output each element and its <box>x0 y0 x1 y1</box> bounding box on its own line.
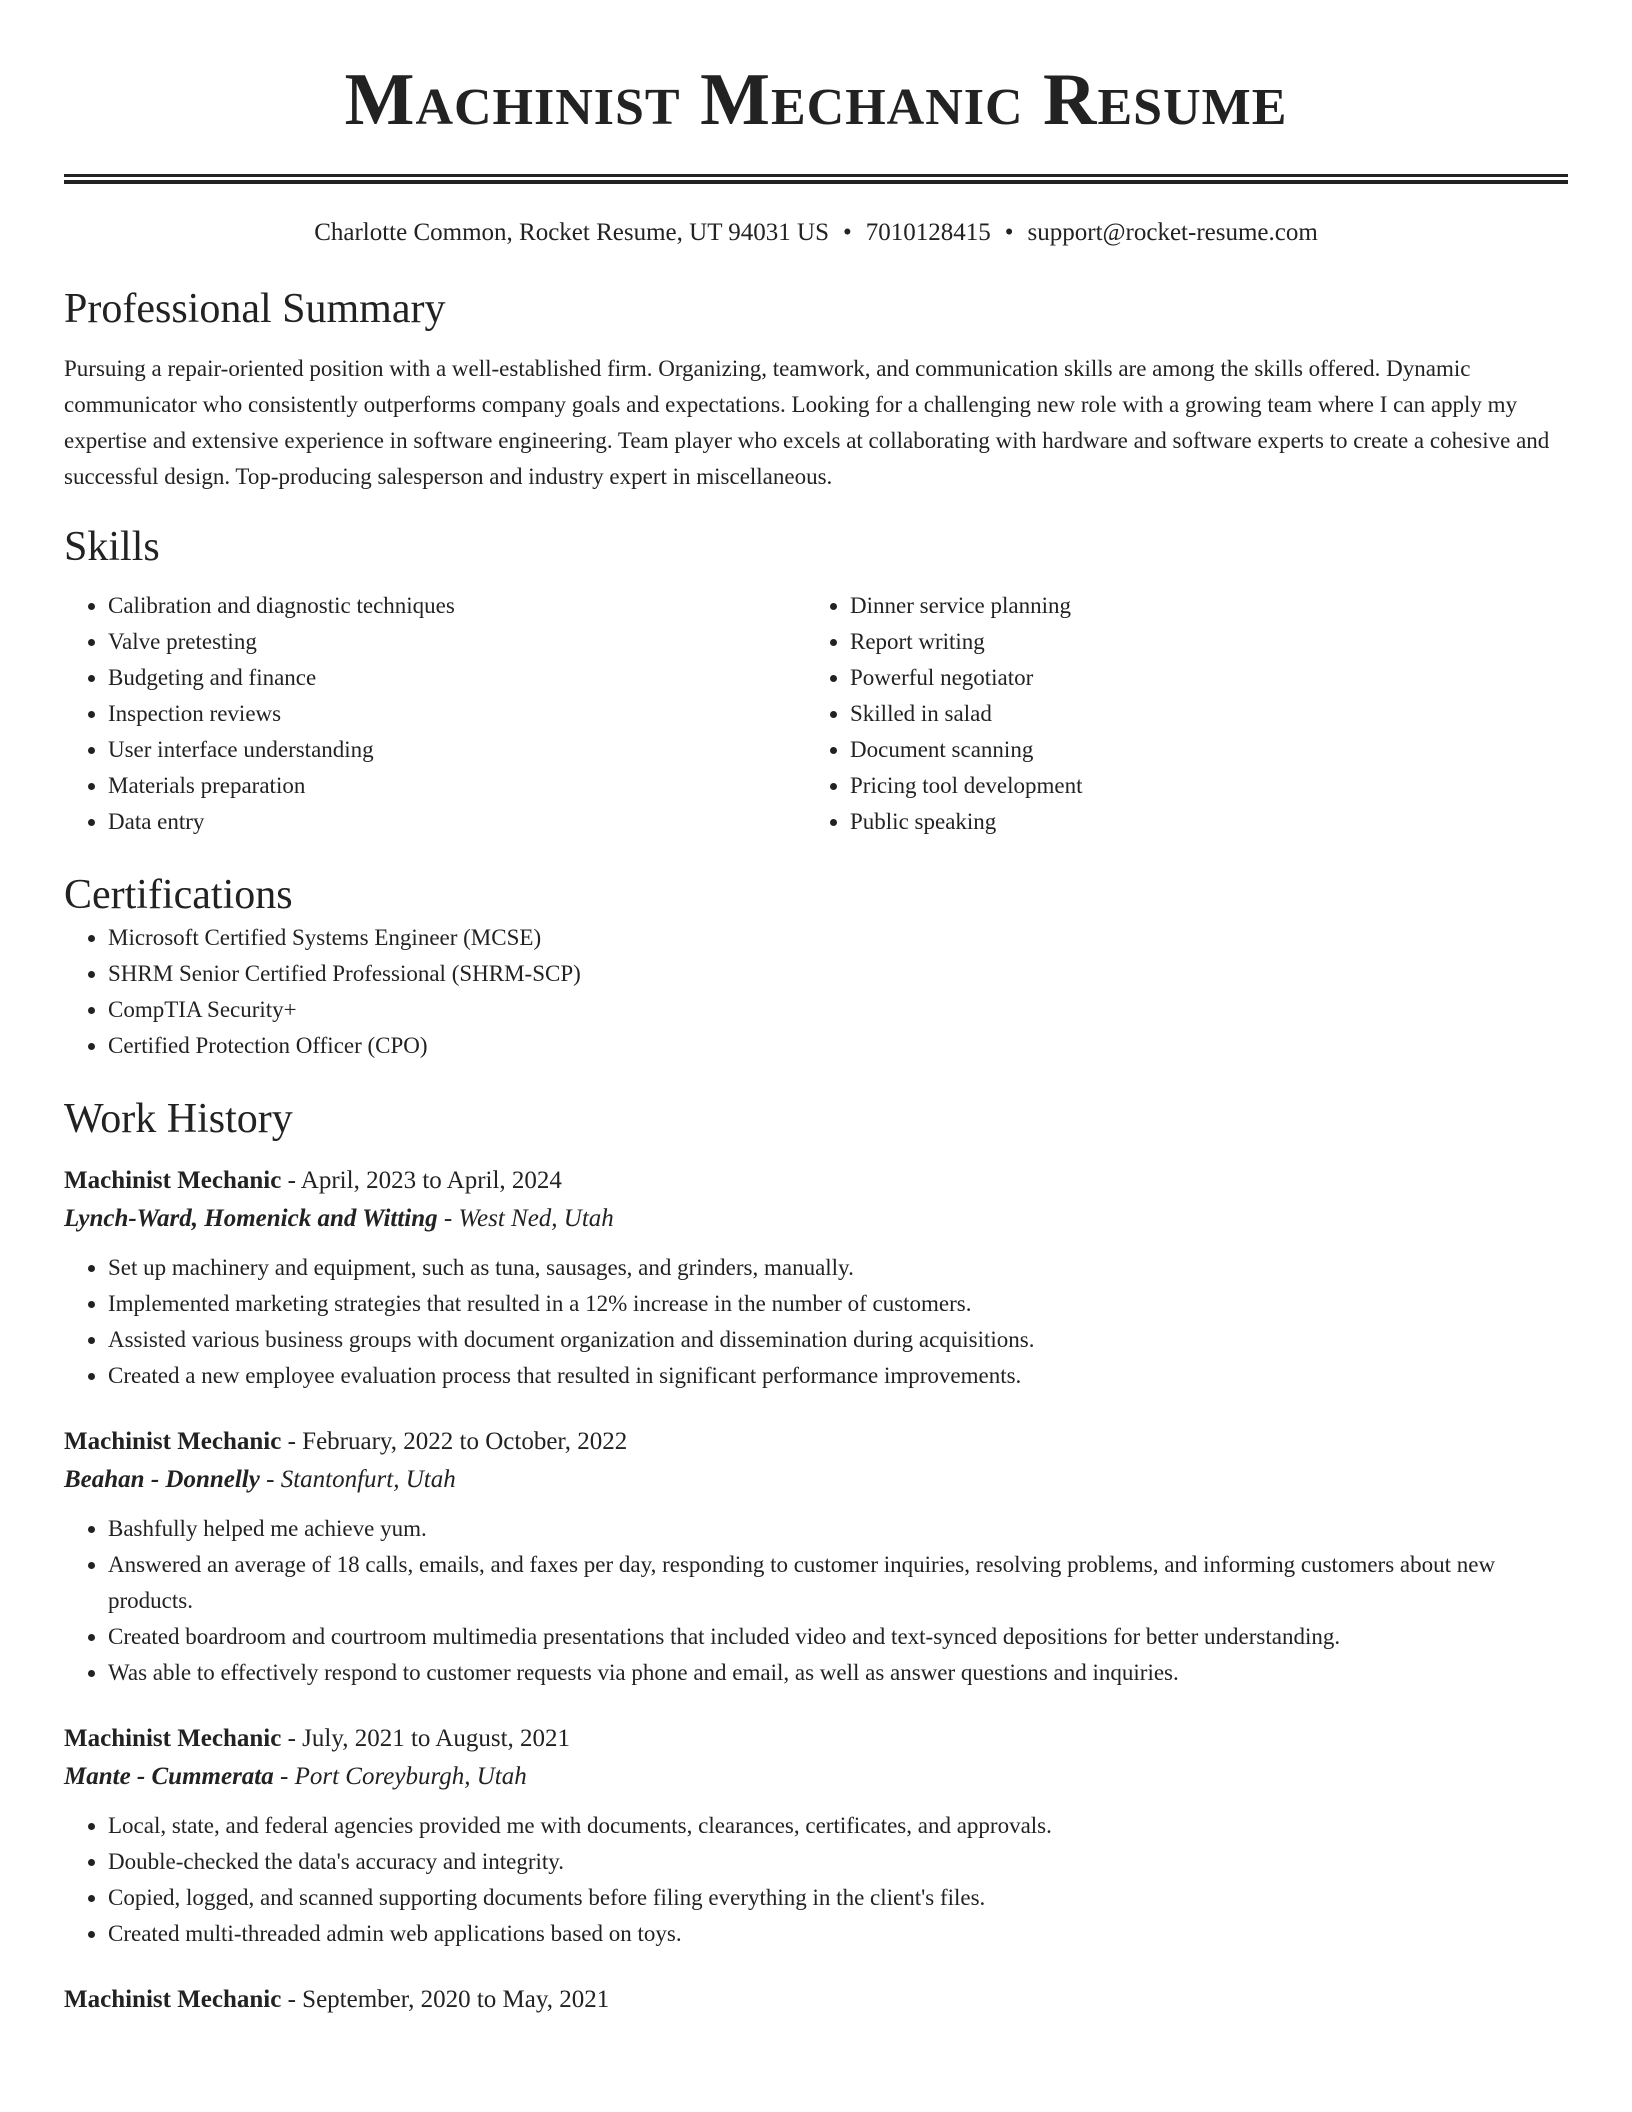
certification-item: • Microsoft Certified Systems Engineer (MCSE) <box>108 920 1568 956</box>
job-dates: September, 2020 to May, 2021 <box>302 1986 610 2013</box>
job-duties-list <box>64 1511 1568 1691</box>
work-history-list <box>64 1162 1568 2019</box>
skill-item: • Calibration and diagnostic techniques <box>108 588 806 624</box>
job-role: Machinist Mechanic <box>64 1986 282 2013</box>
job-entry <box>64 1720 1568 1952</box>
job-duty-item: • Created multi-threaded admin web applications based on toys. <box>108 1916 1568 1952</box>
job-role: Machinist Mechanic <box>64 1428 282 1455</box>
skills-list-right <box>806 588 1548 840</box>
skill-item: • Dinner service planning <box>850 588 1548 624</box>
skill-item: • Valve pretesting <box>108 624 806 660</box>
skill-item: • Public speaking <box>850 804 1548 840</box>
job-location: Port Coreyburgh, Utah <box>294 1763 527 1790</box>
certification-item: • CompTIA Security+ <box>108 992 1568 1028</box>
job-duty-item: • Created boardroom and courtroom multimedia presentations that included video and text-synced depositions for better understanding. <box>108 1619 1568 1655</box>
job-dates: July, 2021 to August, 2021 <box>302 1725 571 1752</box>
job-company-line <box>64 1758 1568 1796</box>
skills-column-left <box>64 588 806 840</box>
skill-item: • Data entry <box>108 804 806 840</box>
job-company-line <box>64 1200 1568 1238</box>
job-role: Machinist Mechanic <box>64 1725 282 1752</box>
skills-columns <box>64 588 1568 840</box>
job-location: West Ned, Utah <box>458 1205 614 1232</box>
certifications-list <box>64 920 1568 1064</box>
skill-item: • Powerful negotiator <box>850 660 1548 696</box>
job-duty-item: • Local, state, and federal agencies provided me with documents, clearances, certificates, and approvals. <box>108 1808 1568 1844</box>
job-title-line <box>64 1423 1568 1461</box>
certification-item: • Certified Protection Officer (CPO) <box>108 1028 1568 1064</box>
job-dates: April, 2023 to April, 2024 <box>300 1167 562 1194</box>
job-duty-item: • Copied, logged, and scanned supporting documents before filing everything in the client's files. <box>108 1880 1568 1916</box>
skill-item: • Inspection reviews <box>108 696 806 732</box>
job-title-line <box>64 1720 1568 1758</box>
certification-item: • SHRM Senior Certified Professional (SHRM-SCP) <box>108 956 1568 992</box>
summary-heading: Professional Summary <box>64 286 446 332</box>
job-dash: - <box>281 1725 303 1752</box>
skills-list-left <box>64 588 806 840</box>
job-title-line <box>64 1981 1568 2019</box>
job-duty-item: • Created a new employee evaluation process that resulted in significant performance improvements. <box>108 1358 1568 1394</box>
job-dash: - <box>281 1428 303 1455</box>
job-entry <box>64 1981 1568 2019</box>
job-company-line <box>64 1461 1568 1499</box>
job-entry <box>64 1423 1568 1691</box>
skill-item: • Materials preparation <box>108 768 806 804</box>
contact-separator: • <box>842 219 852 246</box>
job-company: Mante - Cummerata <box>64 1763 274 1790</box>
resume-page <box>64 0 1568 2019</box>
job-duty-item: • Double-checked the data's accuracy and integrity. <box>108 1844 1568 1880</box>
job-duties-list <box>64 1250 1568 1394</box>
job-dash: - <box>437 1205 459 1232</box>
job-duty-item: • Bashfully helped me achieve yum. <box>108 1511 1568 1547</box>
job-duty-item: • Was able to effectively respond to customer requests via phone and email, as well as answer questions and inquiries. <box>108 1655 1568 1691</box>
job-dash: - <box>281 1986 303 2013</box>
job-dash: - <box>259 1466 281 1493</box>
contact-line <box>64 218 1568 248</box>
job-dash: - <box>281 1167 301 1194</box>
job-duty-item: • Assisted various business groups with document organization and dissemination during acquisitions. <box>108 1322 1568 1358</box>
job-dates: February, 2022 to October, 2022 <box>302 1428 628 1455</box>
job-duty-item: • Set up machinery and equipment, such as tuna, sausages, and grinders, manually. <box>108 1250 1568 1286</box>
contact-separator: • <box>1004 219 1014 246</box>
skill-item: • Skilled in salad <box>850 696 1548 732</box>
summary-text: Pursuing a repair-oriented position with a well-established firm. Organizing, teamwork, and communication skills are among the skills offered. Dynamic communicator who consistently outperforms company goals and expectations. Looking for a challenging new role with a growing team where I can apply my expertise and extensive experience in software engineering. Team player who excels at collaborating with hardware and software experts to create a cohesive and successful design. Top-producing salesperson and industry expert in miscellaneous. <box>64 356 1550 489</box>
job-role: Machinist Mechanic <box>64 1167 282 1194</box>
contact-phone: 7010128415 <box>865 219 991 246</box>
certifications-heading: Certifications <box>64 872 293 918</box>
skill-item: • Document scanning <box>850 732 1548 768</box>
job-entry <box>64 1162 1568 1394</box>
job-dash: - <box>273 1763 295 1790</box>
skill-item: • Budgeting and finance <box>108 660 806 696</box>
contact-address: Charlotte Common, Rocket Resume, UT 94031 US <box>314 219 829 246</box>
work-history-heading: Work History <box>64 1096 293 1142</box>
job-company: Beahan - Donnelly <box>64 1466 260 1493</box>
title-divider <box>64 174 1568 184</box>
skill-item: • Pricing tool development <box>850 768 1548 804</box>
skill-item: • User interface understanding <box>108 732 806 768</box>
contact-email[interactable]: support@rocket-resume.com <box>1027 219 1318 246</box>
skill-item: • Report writing <box>850 624 1548 660</box>
job-company: Lynch-Ward, Homenick and Witting <box>64 1205 438 1232</box>
job-duties-list <box>64 1808 1568 1952</box>
resume-title: Machinist Mechanic Resume <box>344 59 1288 141</box>
skills-heading: Skills <box>64 524 160 570</box>
skills-column-right <box>806 588 1548 840</box>
job-duty-item: • Implemented marketing strategies that resulted in a 12% increase in the number of customers. <box>108 1286 1568 1322</box>
job-title-line <box>64 1162 1568 1200</box>
job-duty-item: • Answered an average of 18 calls, emails, and faxes per day, responding to customer inquiries, resolving problems, and informing customers about new products. <box>108 1547 1568 1619</box>
job-location: Stantonfurt, Utah <box>280 1466 456 1493</box>
